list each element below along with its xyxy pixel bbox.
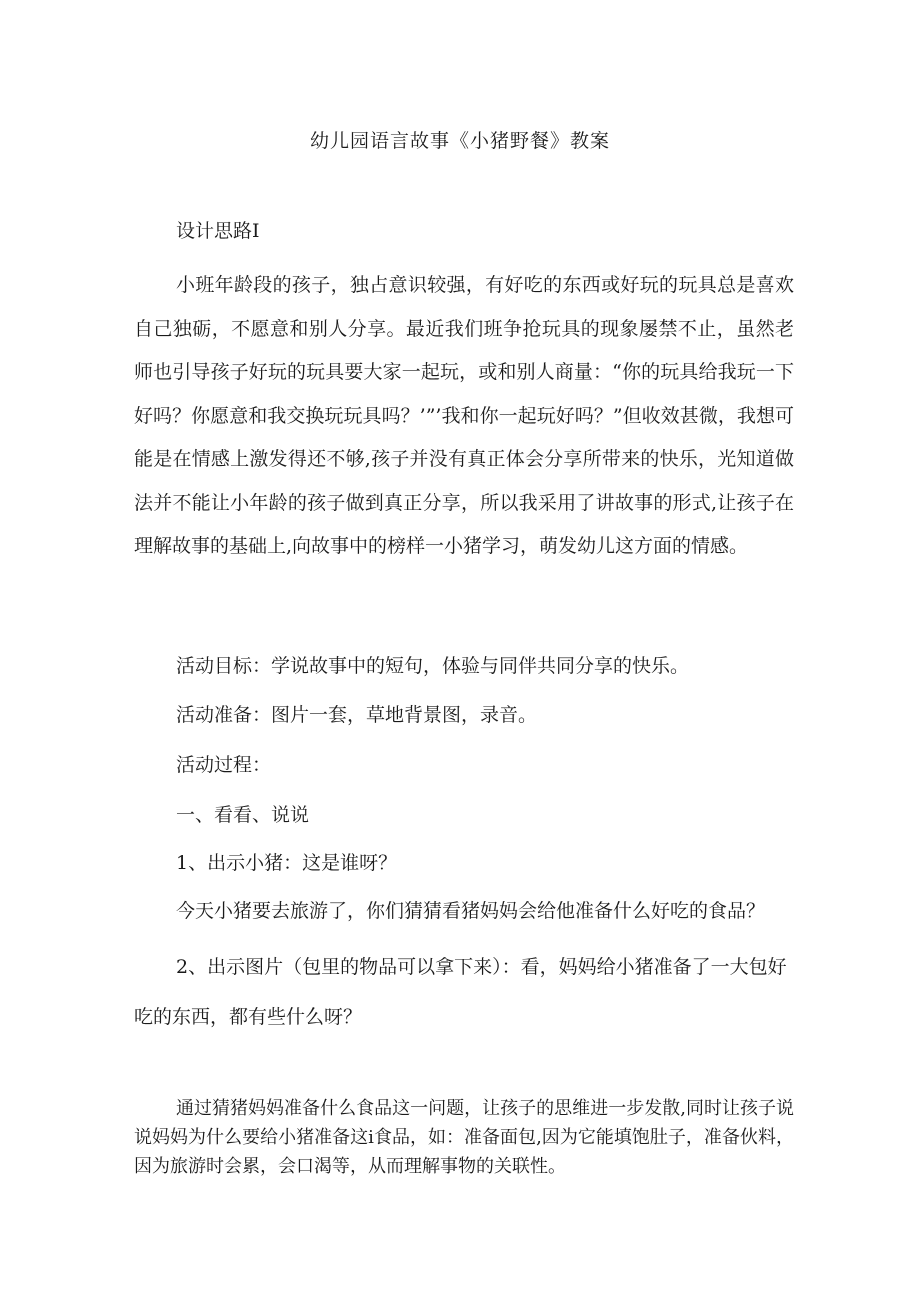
activity-preparation: 活动准备：图片一套，草地背景图，录音。 [176, 704, 538, 726]
section-one-heading: 一、看看、说说 [176, 804, 310, 826]
activity-goal: 活动目标：学说故事中的短句，体验与同伴共同分享的快乐。 [176, 655, 690, 677]
step-one: 1、出示小猪：这是谁呀？ [176, 852, 398, 874]
step-two: 2、出示图片（包里的物品可以拿下来）：看，妈妈给小猪准备了一大包好吃的东西，都有些什么呀？ [134, 956, 787, 1028]
design-paragraph: 小班年龄段的孩子，独占意识较强，有好吃的东西或好玩的玩具总是喜欢自己独砺，不愿意和别人分享。最近我们班争抢玩具的现象屡禁不止，虽然老师也引导孩子好玩的玩具要大家一起玩，或和别人商量：“你的玩具给我玩一下好吗？你愿意和我交换玩玩具吗？’”’我和你一起玩好吗？”但收效甚微，我想可能是在情感上激发得还不够,孩子并没有真正体会分享所带来的快乐，光知道做法并不能让小年龄的孩子做到真正分享，所以我采用了讲故事的形式,让孩子在理解故事的基础上,向故事中的榜样一小猪学习，萌发幼儿这方面的情感。 [134, 274, 794, 557]
final-paragraph: 通过猜猪妈妈准备什么食品这一问题，让孩子的思维进一步发散,同时让孩子说说妈妈为什么要给小猪准备这i食品，如：准备面包,因为它能填饱肚子，准备伙料，因为旅游时会累，会口渴等，从而理解事物的关联性。 [134, 1098, 794, 1177]
step-one-detail: 今天小猪要去旅游了，你们猜猜看猪妈妈会给他准备什么好吃的食品？ [176, 900, 766, 922]
document-title: 幼儿园语言故事《小猪野餐》教案 [309, 130, 610, 152]
design-heading: 设计思路I [176, 220, 260, 242]
activity-process-heading: 活动过程： [176, 754, 272, 776]
